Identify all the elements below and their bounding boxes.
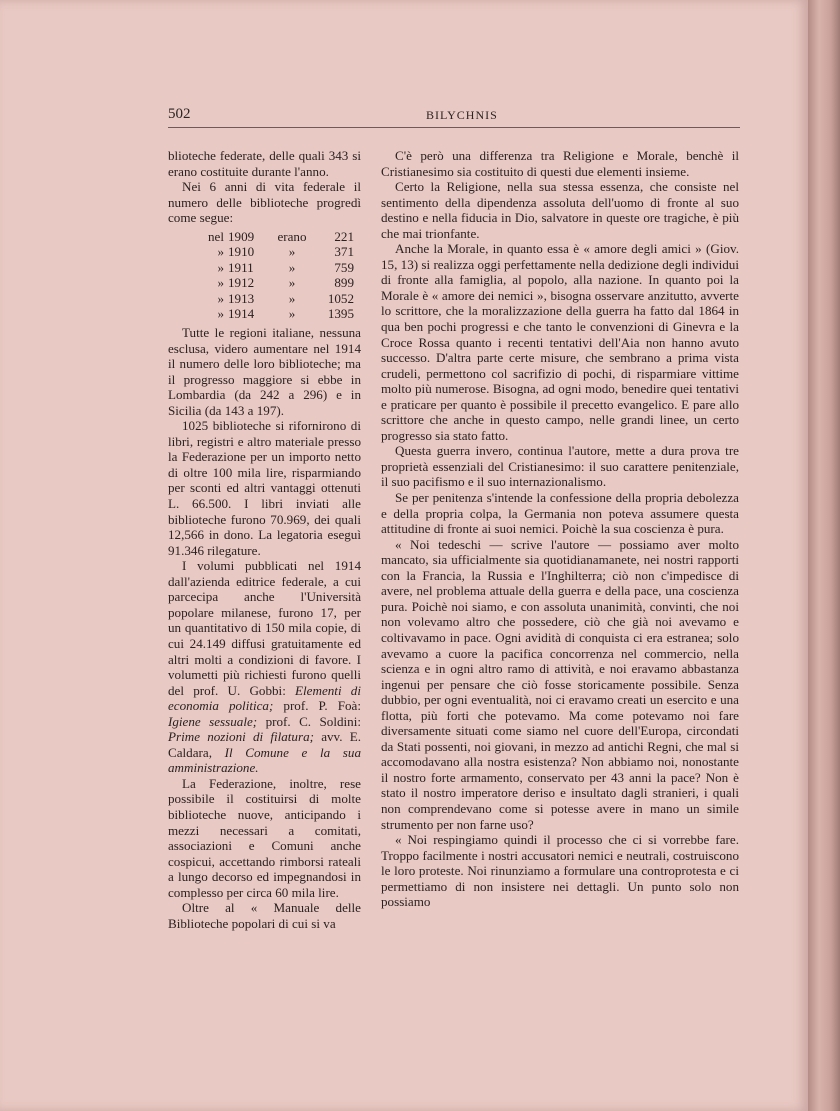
paragraph: « Noi tedeschi — scrive l'autore — possiamo aver molto mancato, sia ufficialmente sia quotidianamanete, nei nostri rapporti con la Francia, la Russia e l'Inghilterra; ciò non c'impedisce di avere, nel problema attuale della guerra e della pace, una coscienza pura. Poichè noi siamo, e con assoluta unanimità, convinti, che noi non volevamo altro che possedere, ciò che già noi avevamo e coltivavamo in pace. Ogni avidità di conquista ci era estranea; solo avevamo a cuore la pacifica concorrenza nel commercio, nella scienza e in ogni altro ramo di attività, e noi eravamo abbastanza ingenui per pensare che ciò fosse storicamente possibile. Senza dubbio, per ogni eventualità, noi ci eravamo creati un esercito e una flotta, più forti che potevamo. Ma come potevamo noi fare diversamente situati come siamo nel cuore dell'Europa, circondati da Stati possenti, noi giovani, in mezzo ad antichi Regni, che mal si accomodavano alla nostra esistenza? Non abbiamo noi, nonostante il nostro forte armamento, conservato per 43 anni la pace? Non è stato il nostro imperatore deriso e insultato dagli stranieri, i quali non comprendevano come si potesse avere in mano un simile strumento per non farne uso? [381,536,739,832]
paragraph: « Noi respingiamo quindi il processo che ci si vorrebbe fare. Troppo facilmente i nostri accusatori nemici e neutrali, costruiscono le loro proteste. Noi rinunziamo a formulare una controprotesta e ci permettiamo di non insistere nei dettagli. Un punto solo non possiamo [381,832,739,910]
stat-verb: » [288,275,296,291]
paragraph: Tutte le regioni italiane, nessuna esclusa, videro aumentare nel 1914 il numero delle loro biblioteche; ma il progresso maggiore si ebbe in Lombardia (da 242 a 296) e in Sicilia (da 143 a 197). [168,325,361,418]
stat-verb: » [288,306,296,322]
paragraph: Questa guerra invero, continua l'autore, mette a dura prova tre proprietà essenziali del Cristianesimo: il suo carattere penitenziale, il suo pacifismo e il suo internazionalismo. [381,443,739,490]
book-title: Prime nozioni di filatura; [168,729,314,745]
paragraph: Anche la Morale, in quanto essa è « amore degli amici » (Giov. 15, 13) si realizza oggi perfettamente nella dedizione degli individui di fronte alla famiglia, al popolo, alla nazione. In quanto poi la Morale è « amore dei nemici », bisogna osservare anzitutto, avverte lo scrittore, che la moralizzazione della guerra ha fatto dal 1864 in qua ben pochi progressi e che tanto le convenzioni di Ginevra e la Croce Rossa quanto i recenti tentativi dell'Aia non hanno avuto successo. D'altra parte certe misure, che sembrano a prima vista crudeli, permettono col sacrifizio di pochi, di risparmiare vittime molto più numerose. Bisogna, ad ogni modo, benedire quei tentativi e praticare per quanto è possibile il precetto evangelico. E pare allo scrittore che anche in questo campo, nelle grandi linee, un certo progresso sia stato fatto. [381,241,739,443]
paragraph-text: I volumi pubblicati nel 1914 dall'azienda editrice federale, a cui parcecipa anche l'Università popolare milanese, furono 17, per un quantitativo di 150 mila copie, di cui 24.149 diffusi gratuitamente ed altri molti a condizioni di favore. I volumetti più richiesti furono quelli del prof. U. Gobbi: [168,558,361,698]
table-row [168,275,361,291]
stat-prefix: » [217,306,224,322]
table-row [168,244,361,260]
stat-year: 1910 [228,244,255,260]
journal-title: BILYCHNIS [426,108,498,122]
stat-count: 1395 [327,306,354,322]
right-column [381,148,739,910]
book-title: Elementi di economia politica; [168,682,361,714]
left-column [168,148,361,931]
paragraph: blioteche federate, delle quali 343 si erano costituite durante l'anno. [168,148,361,179]
stat-year: 1909 [228,228,255,244]
paragraph: Nei 6 anni di vita federale il numero delle biblioteche progredì come segue: [168,179,361,226]
header-rule [168,127,740,128]
author-name: avv. E. Caldara, [168,729,362,760]
stat-prefix: » [217,244,224,260]
stat-prefix: » [217,290,224,306]
book-title: Igiene sessuale; [168,713,258,729]
paragraph: 1025 biblioteche si rifornirono di libri, registri e altro materiale presso la Federazione per un importo netto di oltre 100 mila lire, risparmiando per sconti ed altri vantaggi ottenuti L. 66.500. I libri inviati alle biblioteche furono 70.969, dei quali 12,566 in dono. La legatoria eseguì 91.346 rilegature. [168,418,361,558]
table-row [168,260,361,276]
stat-count: 1052 [327,290,354,306]
stat-count: 221 [334,228,354,244]
adjacent-page-edge [808,0,840,1111]
stat-verb: » [288,244,296,260]
paragraph: La Federazione, inoltre, rese possibile il costituirsi di molte biblioteche nuove, anticipando i mezzi necessari a comitati, associazioni e Comuni anche cospicui, accettando rimborsi rateali a lungo decorso ed impegnandosi in complesso per circa 60 mila lire. [168,775,361,900]
library-statistics-table [168,229,361,322]
page-number: 502 [168,106,191,122]
stat-verb: » [288,290,296,306]
stat-count: 759 [334,259,354,275]
table-row [168,291,361,307]
stat-prefix: nel [208,228,224,244]
running-head [168,106,740,126]
stat-verb: erano [277,228,307,244]
paragraph [168,558,361,776]
stat-count: 371 [334,244,354,260]
paragraph: C'è però una differenza tra Religione e Morale, benchè il Cristianesimo sia costituito di questi due elementi insieme. [381,148,739,179]
stat-verb: » [288,259,296,275]
paragraph: Se per penitenza s'intende la confessione della propria debolezza e della propria colpa, la Germania non poteva assumere questa attitudine di fronte ai suoi nemici. Poichè la sua coscienza è pura. [381,490,739,537]
author-name: prof. C. Soldini: [265,713,361,729]
stat-prefix: » [217,275,224,291]
stat-year: 1911 [228,259,254,275]
table-row [168,306,361,322]
stat-count: 899 [334,275,354,291]
paragraph: Certo la Religione, nella sua stessa essenza, che consiste nel sentimento della dipendenza assoluta dell'uomo di fronte al suo destino e nella fiducia in Dio, salvatore in queste ore tragiche, è più che mai trionfante. [381,179,739,241]
stat-year: 1914 [228,306,255,322]
stat-year: 1912 [228,275,255,291]
book-title: Il Comune e la sua amministrazione. [168,744,361,776]
stat-prefix: » [217,259,224,275]
paragraph: Oltre al « Manuale delle Biblioteche popolari di cui si va [168,900,361,931]
author-name: prof. P. Foà: [283,698,361,714]
table-row [168,229,361,245]
stat-year: 1913 [228,290,255,306]
